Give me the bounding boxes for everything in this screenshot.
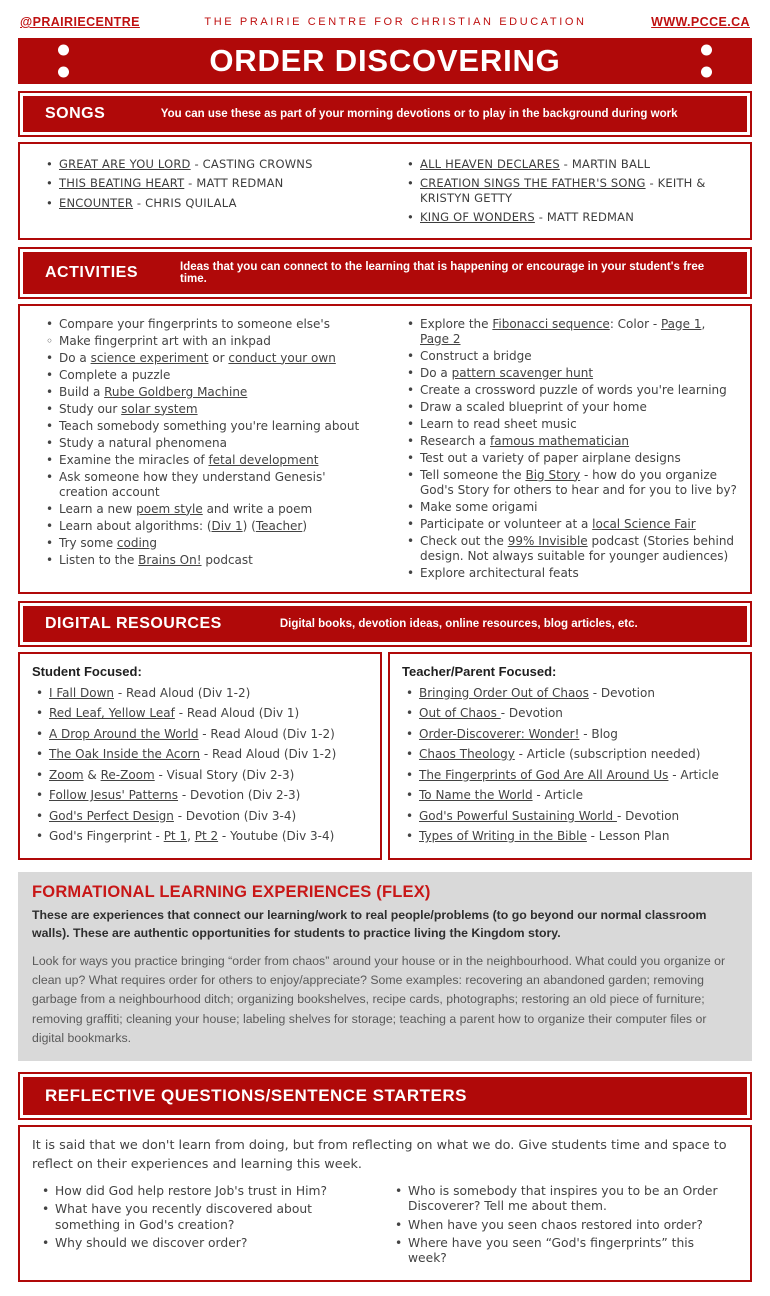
link[interactable]: Chaos Theology: [419, 747, 515, 761]
link[interactable]: Div 1: [211, 518, 243, 533]
link[interactable]: coding: [116, 535, 158, 550]
list-item: [404, 768, 742, 783]
link[interactable]: Fibonacci sequence: [492, 316, 610, 331]
text-segment: How did God help restore Job's trust in Him?: [55, 1183, 328, 1198]
text-segment: - Article: [668, 767, 719, 782]
link[interactable]: Pt 2: [194, 829, 219, 843]
text-segment: podcast: [201, 552, 253, 567]
text-segment: What have you recently discovered about something in God's creation?: [55, 1202, 312, 1232]
link[interactable]: fetal development: [208, 452, 319, 467]
text-segment: Make some origami: [420, 499, 538, 514]
link[interactable]: CREATION SINGS THE FATHER'S SONG: [420, 176, 646, 191]
list-item: [393, 1236, 730, 1267]
text-segment: Why should we discover order?: [55, 1236, 248, 1251]
list-item: [405, 349, 738, 364]
songs-heading: SONGS: [45, 105, 106, 122]
list-item: [393, 1184, 730, 1215]
link[interactable]: famous mathematician: [490, 433, 630, 448]
list-item: [44, 553, 377, 568]
link[interactable]: Big Story: [525, 467, 581, 482]
text-segment: Complete a puzzle: [59, 367, 171, 382]
list-item: [44, 419, 377, 434]
link[interactable]: GREAT ARE YOU LORD: [59, 157, 191, 171]
link[interactable]: Page 1: [660, 316, 702, 331]
list-item: [44, 385, 377, 400]
text-segment: - Blog: [579, 726, 618, 741]
text-segment: ,: [701, 316, 706, 331]
list-item: [393, 1218, 730, 1233]
text-segment: Listen to the: [59, 552, 139, 567]
text-segment: - Read Aloud (Div 1-2): [198, 726, 335, 741]
text-segment: ): [302, 518, 308, 533]
list-item: [34, 809, 372, 824]
link[interactable]: THIS BEATING HEART: [59, 176, 185, 191]
reflective-heading: REFLECTIVE QUESTIONS/SENTENCE STARTERS: [45, 1085, 468, 1105]
text-segment: - MARTIN BALL: [559, 157, 651, 171]
link[interactable]: Red Leaf, Yellow Leaf: [49, 706, 175, 720]
link[interactable]: 99% Invisible: [507, 533, 588, 548]
list-item: [404, 788, 742, 803]
social-handle-link[interactable]: @PRAIRIECENTRE: [20, 15, 140, 29]
text-segment: - Read Aloud (Div 1): [174, 706, 300, 720]
list-item: [405, 434, 738, 449]
text-segment: God's Fingerprint -: [49, 829, 164, 843]
text-segment: Ask someone how they understand Genesis' creation account: [59, 469, 326, 499]
dot-icon: [58, 45, 69, 56]
dot-icon: [701, 67, 712, 78]
text-segment: Check out the: [420, 533, 508, 548]
link[interactable]: Page 2: [420, 331, 461, 346]
list-item: [34, 788, 372, 803]
text-segment: Teach somebody something you're learning about: [59, 418, 360, 433]
text-segment: Test out a variety of paper airplane designs: [420, 450, 681, 465]
songs-subtitle: You can use these as part of your morning devotions or to play in the background during work: [160, 108, 678, 120]
reflective-box: [18, 1125, 752, 1282]
list-item: [44, 536, 377, 551]
list-item: [404, 809, 742, 824]
digital-resources-row: [18, 652, 752, 860]
list-item: [405, 176, 740, 205]
text-segment: Learn a new: [59, 501, 137, 516]
text-segment: Where have you seen “God's fingerprints” this week?: [408, 1236, 695, 1266]
reflective-banner: [23, 1077, 747, 1115]
dot-icon: [701, 45, 712, 56]
flex-paragraph: Look for ways you practice bringing “order from chaos” around your house or in the neighbourhood. What could you organize or clean up? What requires order for others to enjoy/appreciate? Some examples: recovering an abandoned garden; removing garbage from a neighbourhood ditch; organizing bookshelves, recipe cards, photographs; restoring an old piece of furniture; removing graffiti; cleaning your house; labeling shelves for storage; teaching a parent how to organize their computer files or digital bookmarks.: [32, 954, 726, 1045]
link[interactable]: A Drop Around the World: [49, 726, 199, 741]
text-segment: Build a: [59, 384, 105, 399]
teacher-parent-focused-title: Teacher/Parent Focused:: [402, 663, 557, 679]
songs-list-right: [385, 152, 746, 230]
organization-name: THE PRAIRIE CENTRE FOR CHRISTIAN EDUCATION: [204, 16, 587, 28]
activities-banner-wrap: [18, 247, 752, 299]
text-segment: or: [208, 350, 229, 365]
text-segment: Study our: [59, 401, 122, 416]
decorative-dots-right: [701, 45, 712, 78]
link[interactable]: To Name the World: [419, 788, 533, 802]
list-item: [405, 500, 738, 515]
text-segment: - MATT REDMAN: [184, 176, 284, 191]
list-item: [405, 383, 738, 398]
text-segment: - how do you organize God's Story for others to hear and for you to live by?: [420, 467, 737, 497]
text-segment: ) (: [242, 518, 256, 533]
link[interactable]: Rube Goldberg Machine: [104, 384, 248, 399]
list-item: [405, 468, 738, 498]
text-segment: - KEITH & KRISTYN GETTY: [420, 176, 706, 205]
text-segment: - Article: [532, 788, 584, 802]
activities-subtitle: Ideas that you can connect to the learning that is happening or encourage in your student's free time.: [180, 260, 705, 285]
text-segment: - CASTING CROWNS: [190, 157, 313, 171]
text-segment: - Lesson Plan: [586, 829, 670, 843]
text-segment: - Read Aloud (Div 1-2): [114, 685, 251, 700]
link[interactable]: conduct your own: [228, 350, 336, 365]
list-item: [404, 829, 742, 844]
list-item: [34, 829, 372, 844]
link[interactable]: Teacher: [255, 518, 303, 533]
list-item: [44, 470, 377, 500]
link[interactable]: Zoom: [49, 767, 84, 782]
activities-banner: [23, 252, 747, 294]
list-item: [405, 366, 738, 381]
text-segment: - Devotion (Div 2-3): [178, 788, 301, 802]
digital-banner: [23, 606, 747, 642]
reflective-list-right: [385, 1181, 738, 1270]
list-item: [44, 502, 377, 517]
flex-bold-paragraph: These are experiences that connect our learning/work to real people/problems (to go beyond our normal classroom walls). These are authentic opportunities for students to practice living the Kingdom story.: [32, 907, 707, 940]
list-item: [404, 706, 742, 721]
text-segment: : Color -: [609, 316, 661, 331]
text-segment: - Article (subscription needed): [514, 747, 701, 761]
text-segment: - Youtube (Div 3-4): [218, 829, 335, 843]
reflective-columns: [32, 1181, 738, 1270]
student-focused-title: Student Focused:: [32, 663, 142, 679]
link[interactable]: KING OF WONDERS: [420, 210, 535, 225]
link[interactable]: Out of Chaos: [419, 706, 501, 720]
link[interactable]: I Fall Down: [49, 685, 114, 700]
list-item: [44, 176, 379, 190]
list-item: [44, 519, 377, 534]
link[interactable]: solar system: [121, 401, 198, 416]
link[interactable]: Types of Writing in the Bible: [419, 829, 587, 843]
text-segment: Study a natural phenomena: [59, 435, 227, 450]
list-item: [34, 727, 372, 742]
decorative-dots-left: [58, 45, 69, 78]
page: [0, 38, 770, 1296]
list-item: [34, 768, 372, 783]
list-item: [44, 351, 377, 366]
list-item: [44, 368, 377, 383]
reflective-banner-wrap: [18, 1072, 752, 1120]
text-segment: and write a poem: [202, 501, 313, 516]
text-segment: ,: [187, 829, 195, 843]
reflective-list-left: [32, 1181, 385, 1270]
text-segment: - Devotion: [500, 706, 563, 720]
list-item: [404, 686, 742, 701]
title-banner: [18, 38, 752, 84]
website-link[interactable]: WWW.PCCE.CA: [651, 15, 750, 29]
list-item: [34, 706, 372, 721]
list-item: [404, 727, 742, 742]
flex-heading: FORMATIONAL LEARNING EXPERIENCES (FLEX): [32, 882, 431, 901]
link[interactable]: Pt 1: [163, 829, 188, 843]
link[interactable]: Order-Discoverer: Wonder!: [419, 726, 580, 741]
digital-banner-wrap: [18, 601, 752, 647]
text-segment: Create a crossword puzzle of words you're learning: [420, 382, 727, 397]
list-item: [44, 436, 377, 451]
teacher-parent-focused-box: [388, 652, 752, 860]
text-segment: Learn about algorithms: (: [59, 518, 212, 533]
sub-list-item: [44, 334, 377, 349]
list-item: [405, 317, 738, 347]
text-segment: - Devotion (Div 3-4): [173, 808, 297, 823]
list-item: [405, 451, 738, 466]
text-segment: - Devotion: [588, 685, 655, 700]
link[interactable]: ENCOUNTER: [59, 195, 134, 210]
text-segment: Examine the miracles of: [59, 452, 209, 467]
link[interactable]: pattern scavenger hunt: [451, 365, 594, 380]
list-item: [34, 747, 372, 762]
link[interactable]: ALL HEAVEN DECLARES: [420, 157, 560, 171]
link[interactable]: Brains On!: [138, 552, 202, 567]
student-focused-box: [18, 652, 382, 860]
list-item: [34, 686, 372, 701]
text-segment: podcast (Stories behind design. Not always suitable for younger audiences): [420, 533, 735, 563]
text-segment: Do a: [420, 365, 452, 380]
link[interactable]: God's Perfect Design: [49, 808, 174, 823]
text-segment: Explore architectural feats: [420, 565, 579, 580]
text-segment: Learn to read sheet music: [420, 416, 577, 431]
text-segment: Participate or volunteer at a: [420, 516, 593, 531]
reflective-intro: It is said that we don't learn from doing, but from reflecting on what we do. Give students time and space to reflect on their experiences and learning this week.: [32, 1137, 727, 1172]
list-item: [40, 1184, 377, 1199]
digital-heading: DIGITAL RESOURCES: [45, 614, 222, 632]
page-title: ORDER DISCOVERING: [209, 43, 561, 78]
activities-list-right: [385, 315, 746, 583]
text-segment: Make fingerprint art with an inkpad: [59, 333, 271, 348]
list-item: [40, 1202, 377, 1233]
list-item: [44, 157, 379, 171]
list-item: [404, 747, 742, 762]
text-segment: Who is somebody that inspires you to be an Order Discoverer? Tell me about them.: [408, 1183, 718, 1214]
list-item: [405, 210, 740, 224]
digital-subtitle: Digital books, devotion ideas, online resources, blog articles, etc.: [279, 617, 638, 630]
list-item: [405, 157, 740, 171]
link[interactable]: Bringing Order Out of Chaos: [419, 685, 589, 700]
songs-list-box: [18, 142, 752, 240]
text-segment: Tell someone the: [420, 467, 526, 482]
top-bar: [0, 0, 770, 38]
text-segment: Draw a scaled blueprint of your home: [420, 399, 647, 414]
activities-heading: ACTIVITIES: [45, 263, 139, 281]
link[interactable]: Re-Zoom: [100, 767, 155, 782]
songs-list-left: [24, 152, 385, 230]
link[interactable]: The Fingerprints of God Are All Around Us: [419, 767, 669, 782]
flex-section: [18, 872, 752, 1061]
link[interactable]: Follow Jesus' Patterns: [49, 788, 179, 802]
list-item: [405, 400, 738, 415]
list-item: [405, 417, 738, 432]
text-segment: Try some: [59, 535, 117, 550]
list-item: [44, 196, 379, 210]
text-segment: When have you seen chaos restored into order?: [408, 1217, 703, 1232]
link[interactable]: science experiment: [90, 350, 209, 365]
list-item: [44, 317, 377, 332]
text-segment: - Read Aloud (Div 1-2): [200, 747, 337, 761]
text-segment: Construct a bridge: [420, 348, 532, 363]
text-segment: - Visual Story (Div 2-3): [154, 767, 295, 782]
list-item: [44, 453, 377, 468]
text-segment: Do a: [59, 350, 91, 365]
text-segment: Explore the: [420, 316, 493, 331]
songs-banner: [23, 96, 747, 132]
songs-banner-wrap: [18, 91, 752, 137]
text-segment: Research a: [420, 433, 491, 448]
list-item: [40, 1236, 377, 1251]
text-segment: Compare your fingerprints to someone else's: [59, 316, 330, 331]
link[interactable]: God's Powerful Sustaining World: [419, 808, 617, 823]
list-item: [405, 517, 738, 532]
dot-icon: [58, 67, 69, 78]
link[interactable]: local Science Fair: [592, 516, 696, 531]
text-segment: - Devotion: [616, 808, 680, 823]
text-segment: - CHRIS QUILALA: [133, 195, 237, 210]
text-segment: - MATT REDMAN: [534, 210, 635, 225]
activities-list-box: [18, 304, 752, 594]
list-item: [405, 534, 738, 564]
list-item: [405, 566, 738, 581]
link[interactable]: poem style: [136, 501, 203, 516]
student-focused-list: [30, 686, 372, 845]
list-item: [44, 402, 377, 417]
activities-list-left: [24, 315, 385, 583]
text-segment: &: [83, 767, 101, 782]
teacher-parent-focused-list: [400, 686, 742, 845]
link[interactable]: The Oak Inside the Acorn: [49, 747, 201, 761]
